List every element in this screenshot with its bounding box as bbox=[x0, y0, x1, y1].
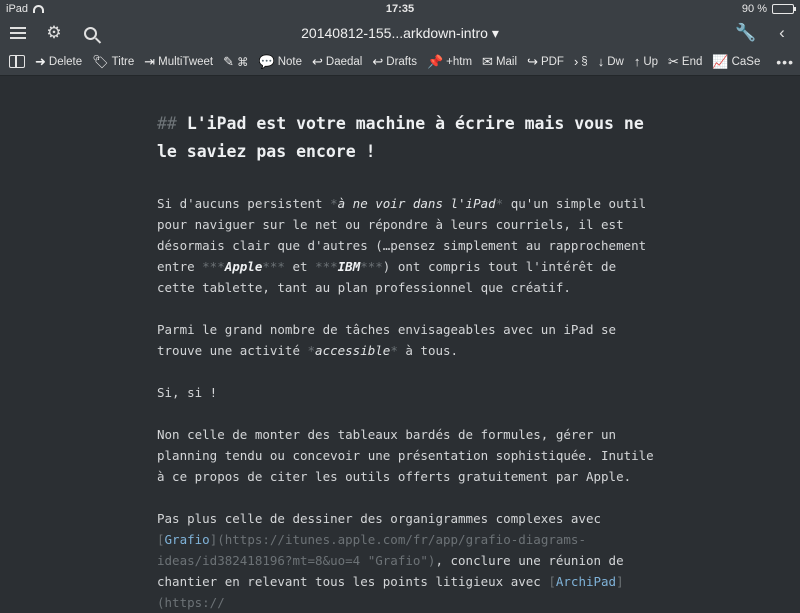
toolbar-button-label: Dw bbox=[607, 55, 624, 68]
forward-icon: ↪ bbox=[527, 54, 538, 69]
sidebar-icon bbox=[9, 55, 25, 68]
toolbar-button-label: ⌘ bbox=[237, 56, 249, 69]
toolbar-button-mail[interactable] bbox=[477, 48, 522, 76]
search-button[interactable] bbox=[72, 18, 108, 48]
toolbar-button-end[interactable] bbox=[663, 48, 707, 76]
battery-percent: 90 % bbox=[741, 3, 767, 15]
settings-button[interactable] bbox=[36, 18, 72, 48]
device-label: iPad bbox=[6, 3, 29, 15]
chart-icon: 📈 bbox=[712, 54, 729, 69]
toolbar-button-daedal[interactable] bbox=[307, 48, 367, 76]
toolbar-button-case[interactable] bbox=[707, 48, 765, 76]
reply-icon: ↩ bbox=[312, 54, 323, 69]
wifi-icon bbox=[33, 5, 44, 13]
wrench-icon: 🔧 bbox=[735, 23, 757, 42]
arrow-down-icon: ↓ bbox=[597, 54, 605, 69]
toolbar-button-label: CaSe bbox=[731, 55, 761, 68]
toolbar-button-drafts[interactable] bbox=[367, 48, 422, 76]
speech-bubble-icon: 💬 bbox=[258, 54, 275, 69]
toolbar-button-delete[interactable] bbox=[30, 48, 87, 76]
toolbar-button-label: Up bbox=[643, 55, 659, 68]
heading-text: L'iPad est votre machine à écrire mais vous ne le saviez pas encore ! bbox=[157, 114, 644, 161]
hamburger-icon bbox=[10, 27, 26, 39]
toolbar-button-pdf[interactable] bbox=[522, 48, 569, 76]
document-title-container bbox=[0, 25, 800, 42]
tools-button[interactable] bbox=[728, 18, 764, 48]
toolbar-button-label: Mail bbox=[495, 55, 518, 68]
export-icon: ⇥ bbox=[144, 54, 156, 69]
archipad-link[interactable]: ArchiPad bbox=[555, 574, 617, 589]
action-toolbar bbox=[0, 48, 800, 76]
tag-icon: 🏷 bbox=[92, 54, 109, 69]
more-icon: ••• bbox=[776, 53, 794, 70]
document-title[interactable]: 20140812-155...arkdown-intro ▾ bbox=[301, 24, 499, 41]
toolbar-button-label: § bbox=[581, 55, 588, 68]
heading-2 bbox=[157, 110, 657, 166]
paragraph-4: Non celle de monter des tableaux bardés de formules, gérer un planning tendu ou concevoir une présentation sophistiquée. Inutile à ce propos de citer les outils offerts gratuitement par Apple. bbox=[157, 427, 654, 484]
chevron-left-icon: ‹ bbox=[779, 23, 785, 42]
arrow-up-icon: ↑ bbox=[633, 54, 641, 69]
toolbar-button-label: Delete bbox=[48, 55, 83, 68]
toggle-sidebar-button[interactable] bbox=[4, 48, 30, 76]
clock: 17:35 bbox=[385, 3, 415, 15]
title-bar bbox=[0, 18, 800, 48]
chevron-right-icon: › bbox=[573, 54, 579, 69]
toolbar-button-label: MultiTweet bbox=[158, 55, 214, 68]
toolbar-button-[interactable] bbox=[569, 48, 593, 76]
markdown-editor[interactable] bbox=[157, 76, 657, 610]
toolbar-button-label: PDF bbox=[540, 55, 564, 68]
battery-icon bbox=[772, 4, 794, 14]
edit-icon: ✎ bbox=[223, 54, 235, 69]
scissors-icon: ✂ bbox=[668, 54, 679, 69]
toolbar-button-label: End bbox=[681, 55, 703, 68]
paragraph-3: Si, si ! bbox=[157, 385, 218, 400]
search-icon bbox=[84, 27, 97, 40]
toolbar-button-label: Drafts bbox=[386, 55, 417, 68]
mail-icon: ✉ bbox=[482, 54, 493, 69]
toolbar-button-note[interactable] bbox=[254, 48, 307, 76]
menu-button[interactable] bbox=[0, 18, 36, 48]
toolbar-button-titre[interactable] bbox=[87, 48, 139, 76]
collapse-button[interactable] bbox=[764, 18, 800, 48]
pin-icon: 📌 bbox=[426, 54, 444, 69]
toolbar-button-label: Daedal bbox=[325, 55, 363, 68]
reply-icon: ↩ bbox=[372, 54, 384, 69]
toolbar-button-dw[interactable] bbox=[593, 48, 629, 76]
arrow-circle-right-icon: ➜ bbox=[35, 54, 46, 69]
toolbar-button-[interactable] bbox=[218, 48, 253, 76]
toolbar-button-label: Note bbox=[277, 55, 303, 68]
heading-marker: ## bbox=[157, 114, 177, 133]
status-bar bbox=[0, 0, 800, 18]
paragraph-2: Parmi le grand nombre de tâches envisageables avec un iPad se trouve une activité *accessible* à tous. bbox=[157, 322, 617, 358]
toolbar-button-up[interactable] bbox=[629, 48, 663, 76]
toolbar-button-htm[interactable] bbox=[422, 48, 477, 76]
gear-icon: ⚙ bbox=[46, 23, 62, 42]
paragraph-1: Si d'aucuns persistent *à ne voir dans l'iPad* qu'un simple outil pour naviguer sur le net ou répondre à leurs courriels, il est désormais clair que d'autres (…pensez simplement au rapprochement entre ***Apple*** et ***IBM***) ont compris tout l'intérêt de cette tablette, tant au plan professionnel que créatif. bbox=[157, 196, 647, 295]
toolbar-button-label: +htm bbox=[446, 55, 473, 68]
more-button[interactable] bbox=[771, 48, 800, 76]
grafio-link[interactable]: Grafio bbox=[164, 532, 210, 547]
toolbar-button-multitweet[interactable] bbox=[139, 48, 218, 76]
paragraph-5: Pas plus celle de dessiner des organigrammes complexes avec [Grafio](https://itunes.apple.com/fr/app/grafio-diagrams-ideas/id382418196?mt=8&uo=4 "Grafio"), conclure une réunion de chantier en relevant tous les points litigieux avec [ArchiPad](https:// bbox=[157, 511, 624, 610]
toolbar-button-label: Titre bbox=[111, 55, 135, 68]
